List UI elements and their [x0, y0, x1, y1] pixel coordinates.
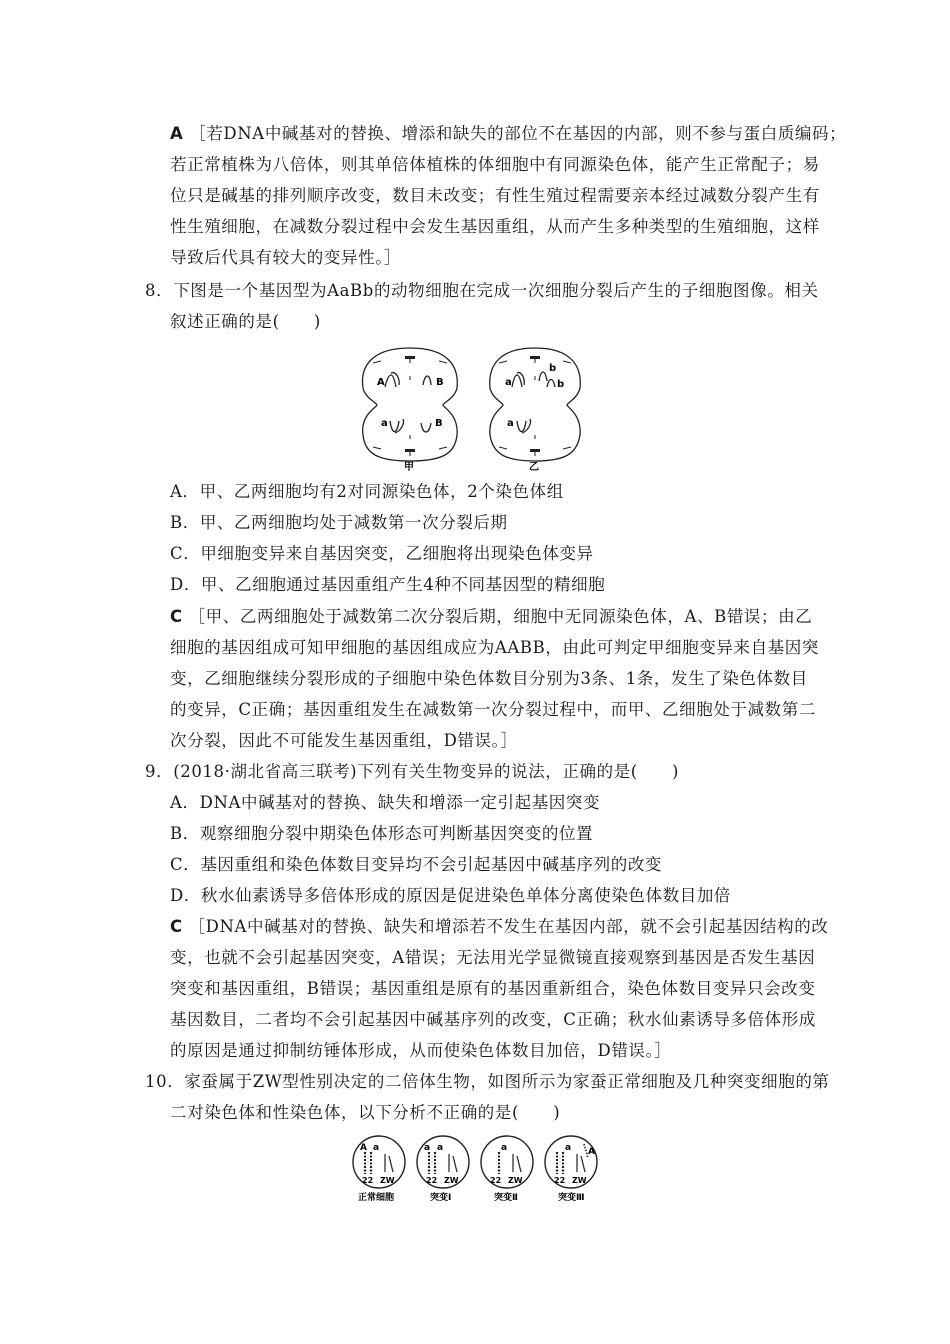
q9-answer-line-5: 的原因是通过抑制纺锤体形成，从而使染色体数目加倍，D错误。］: [170, 1041, 672, 1060]
q10-mut2-label-a: a: [501, 1143, 508, 1153]
q10-normal-label-A: A: [360, 1143, 367, 1153]
q9-answer-line-3: 突变和基因重组，B错误；基因重组是原有的基因重新组合，染色体数目变异只会改变: [170, 979, 816, 998]
cell-jia-label-a: a: [381, 418, 388, 429]
cell-jia-caption: 甲: [404, 462, 414, 473]
q9-option-c: C．基因重组和染色体数目变异均不会引起基因中碱基序列的改变: [170, 855, 663, 874]
cell-jia-label-B: B: [436, 377, 444, 388]
q7-answer-line-4: 性生殖细胞，在减数分裂过程中会发生基因重组，从而产生多种类型的生殖细胞，这样: [170, 217, 820, 236]
cell-yi: [490, 348, 581, 473]
q10-normal-label-a: a: [373, 1143, 380, 1153]
q8-option-d: D．甲、乙细胞通过基因重组产生4种不同基因型的精细胞: [170, 575, 606, 594]
q10-mut2-label-zw: ZW: [508, 1176, 523, 1185]
q8-figure: [355, 343, 595, 473]
q9-answer-line-2: 变，也就不会引起基因突变，A错误；无法用光学显微镜直接观察到基因是否发生基因: [170, 948, 816, 967]
q10-normal-label-zw: ZW: [380, 1176, 395, 1185]
q7-answer-letter: A: [170, 124, 184, 143]
q9-option-b: B．观察细胞分裂中期染色体形态可判断基因突变的位置: [170, 824, 594, 843]
q10-mut3-label-zw: ZW: [572, 1176, 587, 1185]
q10-mut3-label-22: 22: [554, 1176, 566, 1185]
q7-answer-line-2: 若正常植株为八倍体，则其单倍体植株的体细胞中有同源染色体，能产生正常配子；易: [170, 155, 820, 174]
q9-answer-line-1: C ［DNA中碱基对的替换、缺失和增添若不发生在基因内部，就不会引起基因结构的改: [170, 917, 829, 936]
q8-answer-line-4: 的变异，C正确；基因重组发生在减数第一次分裂过程中，而甲、乙细胞处于减数第二: [170, 700, 816, 719]
cell-jia: [363, 348, 458, 473]
q10-mut1-label-a2: a: [437, 1143, 444, 1153]
cell-yi-label-b: b: [557, 379, 565, 390]
q8-cell-diagram: [355, 343, 595, 473]
q10-normal-label-22: 22: [362, 1176, 374, 1185]
q10-cell-mutation-1: [417, 1136, 469, 1203]
q10-mut3-caption: 突变Ⅲ: [558, 1193, 585, 1203]
q8-answer-line-2: 细胞的基因组成可知甲细胞的基因组成应为AABB，由此可判定甲细胞变异来自基因突: [170, 638, 819, 657]
q10-stem-line-2: 二对染色体和性染色体，以下分析不正确的是( ): [170, 1103, 561, 1122]
q8-option-b: B．甲、乙两细胞均处于减数第一次分裂后期: [170, 513, 508, 532]
q9-answer-line-4: 基因数目，二者均不会引起基因中碱基序列的改变，C正确；秋水仙素诱导多倍体形成: [170, 1010, 816, 1029]
q10-mut1-caption: 突变Ⅰ: [430, 1193, 452, 1203]
q10-cell-mutation-2: [481, 1136, 533, 1203]
cell-jia-label-B2: B: [435, 418, 443, 429]
q10-mut2-caption: 突变Ⅱ: [494, 1193, 518, 1203]
q7-answer-line-1: A ［若DNA中碱基对的替换、增添和缺失的部位不在基因的内部，则不参与蛋白质编码；: [170, 124, 847, 143]
q10-cell-normal: [353, 1136, 405, 1203]
cell-jia-label-A: A: [377, 377, 385, 388]
q10-figure: [348, 1132, 610, 1206]
q8-stem-line-2: 叙述正确的是( ): [170, 312, 321, 331]
q10-normal-caption: 正常细胞: [358, 1193, 395, 1203]
q8-answer-line-5: 次分裂，因此不可能发生基因重组，D错误。］: [170, 731, 518, 750]
cell-yi-label-a: a: [505, 377, 512, 388]
q7-answer-line-5: 导致后代具有较大的变异性。］: [170, 248, 402, 267]
cell-yi-caption: 乙: [529, 462, 539, 473]
q8-option-c: C．甲细胞变异来自基因突变，乙细胞将出现染色体变异: [170, 544, 594, 563]
q10-stem-line-1: 10．家蚕属于ZW型性别决定的二倍体生物，如图所示为家蚕正常细胞及几种突变细胞的第: [145, 1072, 830, 1091]
q9-option-d: D．秋水仙素诱导多倍体形成的原因是促进染色单体分离使染色体数目加倍: [170, 886, 732, 905]
q9-stem-line-1: 9．(2018·湖北省高三联考)下列有关生物变异的说法，正确的是( ): [145, 762, 680, 781]
cell-yi-label-a2: a: [507, 418, 514, 429]
q10-chromosome-diagram: [348, 1132, 610, 1206]
q8-answer-line-3: 变，乙细胞继续分裂形成的子细胞中染色体数目分别为3条、1条，发生了染色体数目: [170, 669, 808, 688]
q9-answer-letter: C: [170, 917, 183, 936]
q10-mut1-label-zw: ZW: [444, 1176, 459, 1185]
q10-cell-mutation-3: [545, 1136, 597, 1203]
q8-stem-line-1: 8．下图是一个基因型为AaBb的动物细胞在完成一次细胞分裂后产生的子细胞图像。相关: [145, 281, 819, 300]
q8-answer-line-1: C ［甲、乙两细胞处于减数第二次分裂后期，细胞中无同源染色体，A、B错误；由乙: [170, 607, 813, 626]
q8-option-a: A．甲、乙两细胞均有2对同源染色体，2个染色体组: [170, 482, 564, 501]
q10-mut3-label-A: A: [588, 1147, 595, 1157]
q10-mut3-label-a: a: [565, 1143, 572, 1153]
q10-mut1-label-22: 22: [426, 1176, 438, 1185]
q10-mut1-label-a1: a: [424, 1143, 431, 1153]
q10-mut2-label-22: 22: [490, 1176, 502, 1185]
q9-option-a: A．DNA中碱基对的替换、缺失和增添一定引起基因突变: [170, 793, 601, 812]
q7-answer-line-3: 位只是碱基的排列顺序改变，数目未改变；有性生殖过程需要亲本经过减数分裂产生有: [170, 186, 820, 205]
q8-answer-letter: C: [170, 607, 183, 626]
cell-yi-label-b-top: b: [549, 363, 557, 374]
